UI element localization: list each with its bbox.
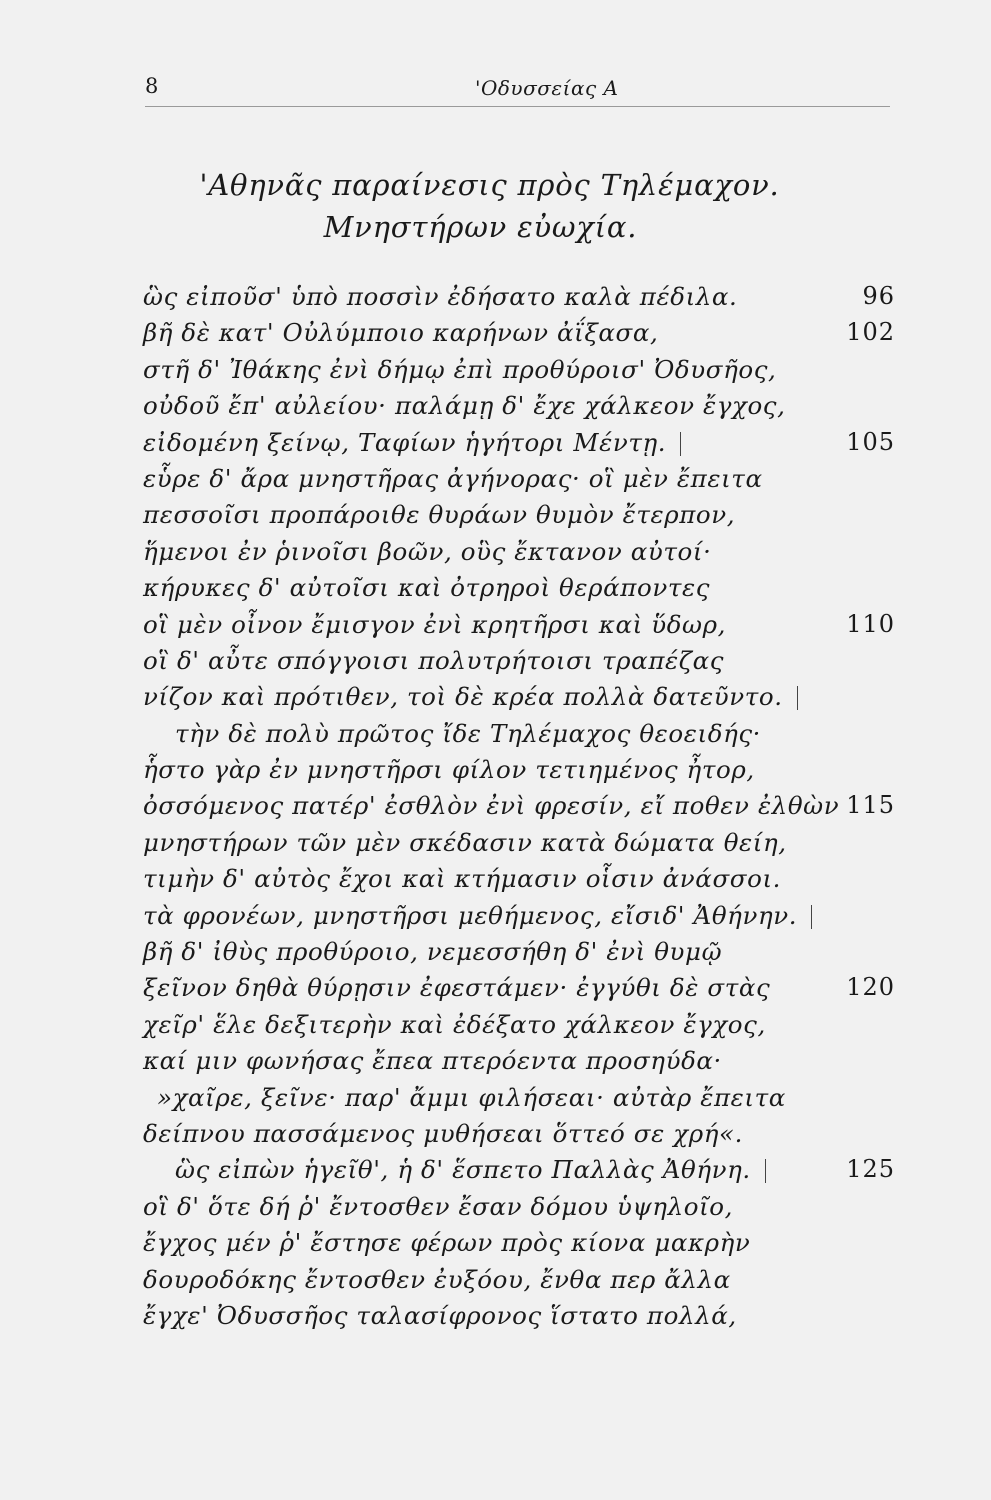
line-number: 96 — [862, 282, 895, 310]
line-number: 115 — [846, 791, 895, 820]
verse-line — [0, 318, 991, 354]
verse-text: οἳ μὲν οἶνον ἔμισγον ἐνὶ κρητῆρσι καὶ ὕδωρ, — [143, 609, 727, 639]
verse-text: εὗρε δ' ἄρα μνηστῆρας ἀγήνορας· οἳ μὲν ἔπειτα — [143, 463, 763, 493]
verse-line — [0, 1155, 991, 1191]
verse-text: κήρυκες δ' αὐτοῖσι καὶ ὀτρηροὶ θεράποντες — [143, 573, 711, 603]
verse-line — [0, 391, 991, 427]
verse-line — [0, 755, 991, 791]
line-number: 105 — [846, 427, 895, 456]
verse-line — [0, 646, 991, 682]
verse-text: καί μιν φωνήσας ἔπεα πτερόεντα προσηύδα· — [143, 1046, 722, 1076]
verse-text: τὴν δὲ πολὺ πρῶτος ἴδε Τηλέμαχος θεοειδής· — [175, 718, 762, 748]
verse-text: μνηστήρων τῶν μὲν σκέδασιν κατὰ δώματα θείη, — [143, 827, 787, 857]
verse-line — [0, 573, 991, 609]
verse-line — [0, 500, 991, 536]
section-subheading: Μνηστήρων εὐωχία. — [323, 210, 638, 244]
verse-divider-mark — [811, 905, 812, 929]
verse-line — [0, 828, 991, 864]
verse-text: οἳ δ' ὅτε δή ῥ' ἔντοσθεν ἔσαν δόμου ὑψηλοῖο, — [143, 1191, 734, 1221]
verse-text: ἧστο γὰρ ἐν μνηστῆρσι φίλον τετιημένος ἦτορ, — [143, 755, 755, 785]
verse-line — [0, 682, 991, 718]
verse-text: δουροδόκης ἔντοσθεν ἐυξόου, ἔνθα περ ἄλλα — [143, 1264, 731, 1294]
verse-text: τὰ φρονέων, μνηστῆρσι μεθήμενος, εἴσιδ' Ἀθήνην. — [143, 900, 798, 930]
verse-text: ὣς εἰποῦσ' ὑπὸ ποσσὶν ἐδήσατο καλὰ πέδιλα. — [143, 282, 738, 311]
verse-line — [0, 428, 991, 464]
verse-text: βῆ δὲ κατ' Οὐλύμποιο καρήνων ἀΐξασα, — [143, 318, 659, 348]
verse-text: ξεῖνον δηθὰ θύρῃσιν ἐφεστάμεν· ἐγγύθι δὲ στὰς — [143, 973, 771, 1003]
verse-text: δείπνου πασσάμενος μυθήσεαι ὅττεό σε χρή«. — [143, 1118, 743, 1148]
verse-line — [0, 973, 991, 1009]
verse-text: οὐδοῦ ἔπ' αὐλείου· παλάμῃ δ' ἔχε χάλκεον ἔγχος, — [143, 391, 786, 421]
verse-line — [0, 901, 991, 937]
line-number: 125 — [846, 1155, 895, 1184]
verse-text: πεσσοῖσι προπάροιθε θυράων θυμὸν ἔτερπον, — [143, 500, 736, 530]
verse-text: ἥμενοι ἐν ῥινοῖσι βοῶν, οὓς ἔκτανον αὐτοί· — [143, 536, 712, 566]
verse-text: ἔγχε' Ὀδυσσῆος ταλασίφρονος ἵστατο πολλά, — [143, 1300, 737, 1330]
verse-line — [0, 791, 991, 827]
verse-text: ὣς εἰπὼν ἡγεῖθ', ἡ δ' ἕσπετο Παλλὰς Ἀθήνη. — [175, 1155, 751, 1185]
verse-line — [0, 1010, 991, 1046]
verse-line — [0, 864, 991, 900]
verse-line — [0, 1301, 991, 1337]
verse-line — [0, 282, 991, 318]
verse-divider-mark — [680, 432, 681, 456]
verse-line — [0, 1046, 991, 1082]
running-head — [145, 74, 890, 107]
verse-line — [0, 610, 991, 646]
verse-text: ἔγχος μέν ῥ' ἔστησε φέρων πρὸς κίονα μακρὴν — [143, 1228, 751, 1258]
verse-line — [0, 1265, 991, 1301]
verse-line — [0, 937, 991, 973]
verse-line — [0, 1083, 991, 1119]
page-number: 8 — [145, 74, 159, 98]
verse-text: στῆ δ' Ἰθάκης ἐνὶ δήμῳ ἐπὶ προθύροισ' Ὀδυσῆος, — [143, 354, 777, 384]
verse-text: οἳ δ' αὖτε σπόγγοισι πολυτρήτοισι τραπέζας — [143, 645, 725, 675]
verse-text: τιμὴν δ' αὐτὸς ἔχοι καὶ κτήμασιν οἷσιν ἀνάσσοι. — [143, 864, 782, 894]
verse-line — [0, 537, 991, 573]
section-heading: 'Αθηνᾶς παραίνεσις πρὸς Τηλέμαχον. — [199, 168, 780, 202]
verse-line — [0, 1192, 991, 1228]
verse-text: εἰδομένη ξείνῳ, Ταφίων ἡγήτορι Μέντῃ. — [143, 427, 667, 457]
verse-divider-mark — [765, 1159, 766, 1183]
line-number: 102 — [846, 318, 895, 347]
verse-line — [0, 1119, 991, 1155]
verse-line — [0, 355, 991, 391]
line-number: 110 — [846, 609, 895, 638]
verse-text: βῆ δ' ἰθὺς προθύροιο, νεμεσσήθη δ' ἐνὶ θυμῷ — [143, 937, 723, 967]
verse-text: ὀσσόμενος πατέρ' ἐσθλὸν ἐνὶ φρεσίν, εἴ ποθεν ἐλθὼν — [143, 791, 840, 821]
verse-line — [0, 464, 991, 500]
verse-text: νίζον καὶ πρότιθεν, τοὶ δὲ κρέα πολλὰ δατεῦντο. — [143, 682, 783, 712]
verse-block — [0, 282, 991, 1337]
verse-line — [0, 719, 991, 755]
verse-text: »χαῖρε, ξεῖνε· παρ' ἄμμι φιλήσεαι· αὐτὰρ ἔπειτα — [157, 1082, 786, 1112]
verse-line — [0, 1228, 991, 1264]
running-title: 'Οδυσσείας Α — [475, 76, 619, 100]
verse-text: χεῖρ' ἕλε δεξιτερὴν καὶ ἐδέξατο χάλκεον ἔγχος, — [143, 1009, 766, 1039]
line-number: 120 — [846, 973, 895, 1002]
verse-divider-mark — [797, 686, 798, 710]
